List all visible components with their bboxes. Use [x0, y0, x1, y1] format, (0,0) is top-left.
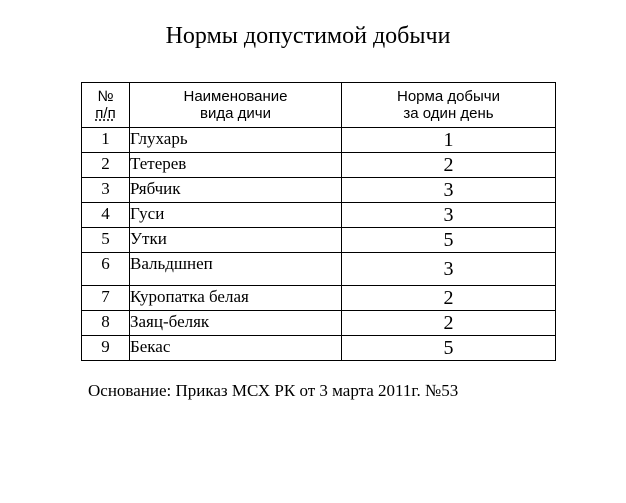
- row-number: 4: [82, 203, 130, 228]
- table-row: [82, 286, 556, 311]
- header-species-line1: Наименование: [183, 88, 288, 105]
- header-number-abbr: п/п: [95, 105, 116, 122]
- table-row: [82, 203, 556, 228]
- row-number: 7: [82, 286, 130, 311]
- species-name: Заяц-беляк: [130, 311, 342, 336]
- daily-norm: 2: [342, 286, 556, 311]
- species-name: Рябчик: [130, 178, 342, 203]
- species-name: Вальдшнеп: [130, 253, 342, 286]
- header-species-line2: вида дичи: [200, 105, 271, 122]
- row-number: 2: [82, 153, 130, 178]
- table-row: [82, 128, 556, 153]
- daily-norm: 2: [342, 153, 556, 178]
- header-number-symbol: №: [97, 88, 114, 105]
- table-row: [82, 178, 556, 203]
- row-number: 9: [82, 336, 130, 361]
- header-norm-line1: Норма добычи: [396, 88, 500, 105]
- species-name: Куропатка белая: [130, 286, 342, 311]
- row-number: 5: [82, 228, 130, 253]
- row-number: 8: [82, 311, 130, 336]
- table-row: [82, 253, 556, 286]
- header-species: [130, 83, 342, 128]
- daily-norm: 3: [342, 203, 556, 228]
- daily-norm: 2: [342, 311, 556, 336]
- daily-norm: 5: [342, 336, 556, 361]
- header-norm-line2: за один день: [403, 105, 494, 122]
- source-footnote: Основание: Приказ МСХ РК от 3 марта 2011г. №53: [88, 381, 459, 400]
- table-row: [82, 153, 556, 178]
- species-name: Бекас: [130, 336, 342, 361]
- daily-norm: 5: [342, 228, 556, 253]
- row-number: 6: [82, 253, 130, 286]
- species-name: Глухарь: [130, 128, 342, 153]
- row-number: 1: [82, 128, 130, 153]
- header-number: [82, 83, 130, 128]
- table-row: [82, 228, 556, 253]
- daily-norm: 3: [342, 178, 556, 203]
- species-name: Гуси: [130, 203, 342, 228]
- table-row: [82, 311, 556, 336]
- table-header-row: [82, 83, 556, 128]
- species-name: Тетерев: [130, 153, 342, 178]
- page-title: Нормы допустимой добычи: [165, 23, 451, 49]
- game-norms-table: [81, 82, 556, 361]
- table-row: [82, 336, 556, 361]
- daily-norm: 1: [342, 128, 556, 153]
- daily-norm: 3: [342, 253, 556, 286]
- header-daily-norm: [342, 83, 556, 128]
- species-name: Утки: [130, 228, 342, 253]
- row-number: 3: [82, 178, 130, 203]
